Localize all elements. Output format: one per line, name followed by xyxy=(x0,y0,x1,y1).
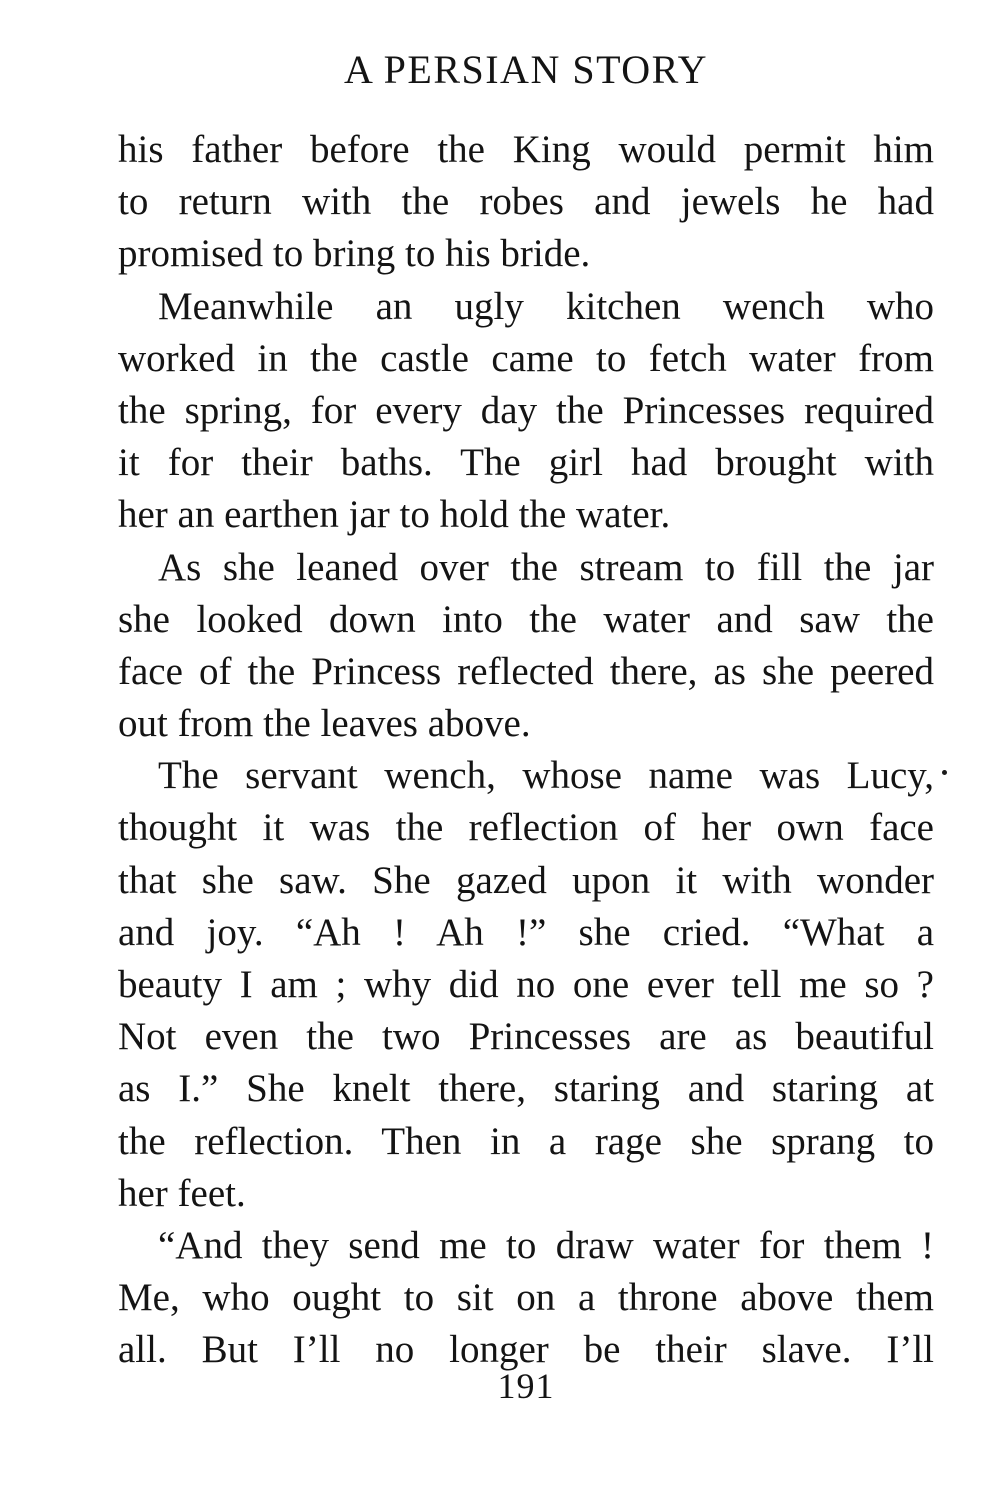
text-line: worked in the castle came to fetch water from xyxy=(118,336,934,380)
text-line: As she leaned over the stream to fill the jar xyxy=(158,545,934,589)
text-line: to return with the robes and jewels he had xyxy=(118,180,934,224)
text-line: his father before the King would permit him xyxy=(118,128,934,171)
text-line: as I.” She knelt there, staring and staring at xyxy=(118,1067,934,1111)
text-line: the reflection. Then in a rage she sprang to xyxy=(118,1119,934,1163)
page-number: 191 xyxy=(497,1366,555,1406)
text-line: all. But I’ll no longer be their slave. I’ll xyxy=(118,1328,934,1372)
text-line: thought it was the reflection of her own face xyxy=(118,806,934,850)
running-head: A PERSIAN STORY xyxy=(343,47,709,92)
text-line: face of the Princess reflected there, as she peered xyxy=(118,649,934,693)
text-line: out from the leaves above. xyxy=(118,702,531,746)
text-line: Me, who ought to sit on a throne above them xyxy=(118,1276,934,1320)
ink-speck xyxy=(942,770,947,775)
text-line: “And they send me to draw water for them ! xyxy=(158,1223,934,1267)
text-line: her feet. xyxy=(118,1171,246,1215)
text-line: promised to bring to his bride. xyxy=(118,232,591,276)
text-line: and joy. “Ah ! Ah !” she cried. “What a xyxy=(118,910,934,954)
text-line: she looked down into the water and saw the xyxy=(118,597,934,641)
text-line: Not even the two Princesses are as beautiful xyxy=(118,1015,934,1059)
text-line: The servant wench, whose name was Lucy, xyxy=(158,754,934,798)
text-line: Meanwhile an ugly kitchen wench who xyxy=(158,284,934,328)
text-line: beauty I am ; why did no one ever tell me so ? xyxy=(118,963,934,1006)
body-text xyxy=(118,124,934,1377)
text-line: the spring, for every day the Princesses required xyxy=(118,388,934,432)
text-line: that she saw. She gazed upon it with wonder xyxy=(118,858,934,902)
text-line: her an earthen jar to hold the water. xyxy=(118,493,671,537)
text-line: it for their baths. The girl had brought with xyxy=(118,441,934,485)
